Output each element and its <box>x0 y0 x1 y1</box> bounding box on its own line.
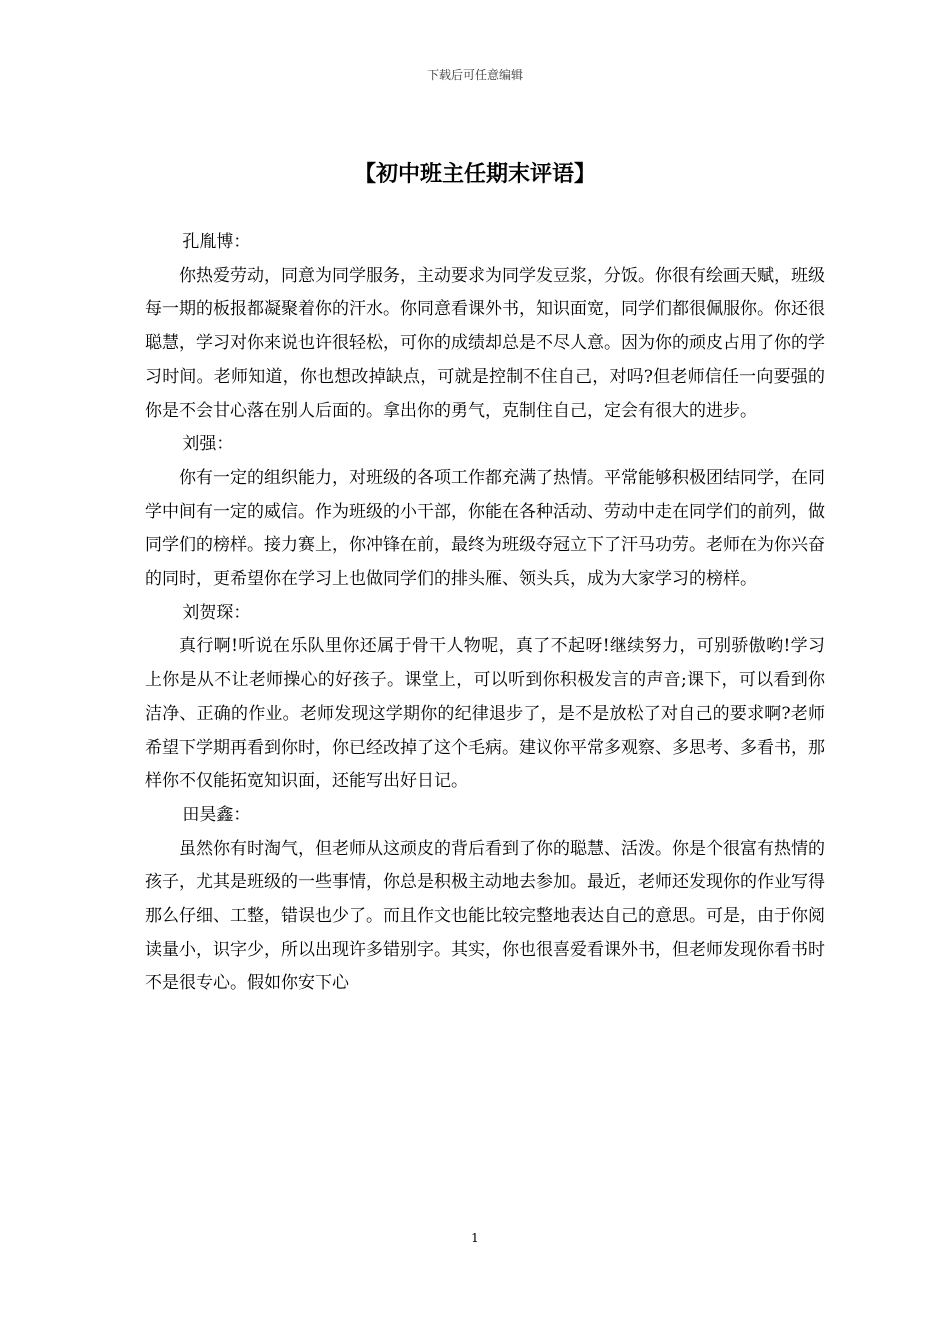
header-note: 下载后可任意编辑 <box>426 68 523 82</box>
student-comment-1: 你热爱劳动，同意为同学服务，主动要求为同学发豆浆，分饭。你很有绘画天赋，班级每一期的板报都凝聚着你的汗水。你同意看课外书，知识面宽，同学们都很佩服你。你还很聪慧，学习对你来说也许很轻松，可你的成绩却总是不尽人意。因为你的顽皮占用了你的学习时间。老师知道，你也想改掉缺点，可就是控制不住自己，对吗?但老师信任一向要强的你是不会甘心落在别人后面的。拿出你的勇气，克制住自己，定会有很大的进步。 <box>145 265 825 421</box>
student-comment-2: 你有一定的组织能力，对班级的各项工作都充满了热情。平常能够积极团结同学，在同学中间有一定的威信。作为班级的小干部，你能在各种活动、劳动中走在同学们的前列，做同学们的榜样。接力赛上，你冲锋在前，最终为班级夺冠立下了汗马功劳。老师在为你兴奋的同时，更希望你在学习上也做同学们的排头雁、领头兵，成为大家学习的榜样。 <box>145 467 825 590</box>
page-number: 1 <box>471 1231 479 1245</box>
student-name-3: 刘贺琛： <box>182 602 251 623</box>
student-name-4: 田昊鑫： <box>182 804 251 825</box>
student-comment-3: 真行啊!听说在乐队里你还属于骨干人物呢，真了不起呀!继续努力，可别骄傲哟!学习上你是从不让老师操心的好孩子。课堂上，可以听到你积极发言的声音;课下，可以看到你洁净、正确的作业。老师发现这学期你的纪律退步了，是不是放松了对自己的要求啊?老师希望下学期再看到你时，你已经改掉了这个毛病。建议你平常多观察、多思考、多看书，那样你不仅能拓宽知识面，还能写出好日记。 <box>145 636 825 792</box>
student-name-1: 孔胤博： <box>182 232 251 252</box>
document-title: 【初中班主任期末评语】 <box>353 161 596 187</box>
student-name-2: 刘强： <box>182 434 234 455</box>
student-comment-4: 虽然你有时淘气，但老师从这顽皮的背后看到了你的聪慧、活泼。你是个很富有热情的孩子，尤其是班级的一些事情，你总是积极主动地去参加。最近，老师还发现你的作业写得那么仔细、工整，错误也少了。而且作文也能比较完整地表达自己的意思。可是，由于你阅读量小，识字少，所以出现许多错别字。其实，你也很喜爱看课外书，但老师发现你看书时不是很专心。假如你安下心 <box>145 838 825 994</box>
document-body <box>145 226 825 1001</box>
